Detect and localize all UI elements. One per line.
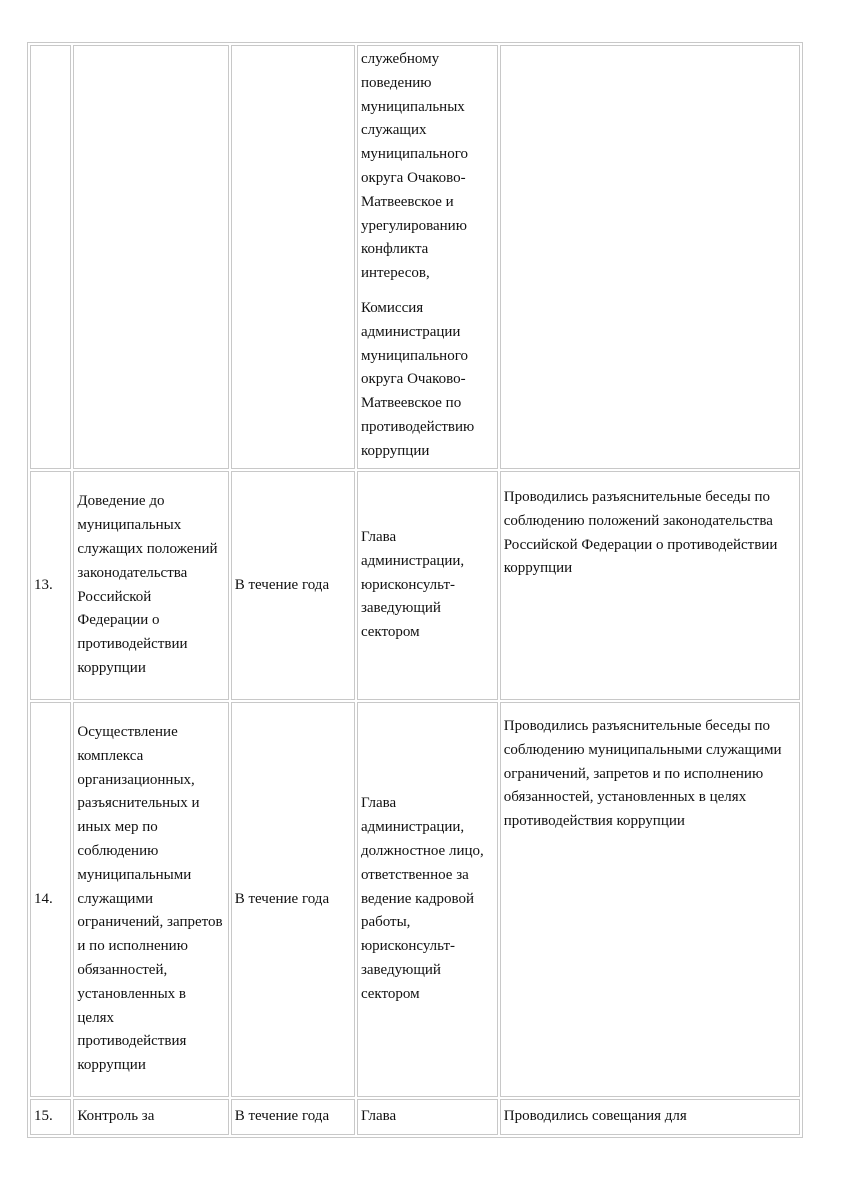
responsible-paragraph: Глава: [360, 1108, 397, 1125]
term-cell: В течение года: [231, 1099, 355, 1135]
result-cell: Проводились совещания для: [500, 1099, 800, 1135]
table-row: [30, 1099, 800, 1135]
responsible-paragraph: Комиссия администрации муниципального округа Очаково-Матвеевское по противодействию коррупции: [360, 299, 475, 459]
row-number-cell: 13.: [30, 471, 71, 700]
measure-name-cell: Контроль за: [73, 1099, 228, 1135]
term-cell: В течение года: [231, 471, 355, 700]
result-paragraph: Проводились разъяснительные беседы по соблюдению положений законодательства Российской Федерации о противодействии коррупции: [503, 489, 778, 577]
responsible-paragraph: служебному поведению муниципальных служащих муниципального округа Очаково-Матвеевское и урегулированию конфликта интересов,: [360, 51, 468, 282]
measure-name-cell: Осуществление комплекса организационных, разъяснительных и иных мер по соблюдению муниципальными служащими ограничений, запретов и по исполнению обязанностей, установленных в целях противодействия коррупции: [73, 702, 228, 1097]
table-row: [30, 702, 800, 1097]
responsible-cell: [357, 471, 498, 700]
responsible-cell: [357, 1099, 498, 1135]
result-paragraph: Проводились разъяснительные беседы по соблюдению муниципальными служащими ограничений, запретов и по исполнению обязанностей, установленных в целях противодействия коррупции: [503, 718, 782, 830]
responsible-paragraph: Глава администрации, юрисконсульт-заведующий сектором: [360, 529, 465, 641]
table-row: [30, 471, 800, 700]
measures-table: [27, 42, 803, 1138]
term-cell: В течение года: [231, 702, 355, 1097]
row-number-cell: 15.: [30, 1099, 71, 1135]
row-number-cell: [30, 45, 71, 469]
measure-name-cell: Доведение до муниципальных служащих положений законодательства Российской Федерации о противодействии коррупции: [73, 471, 228, 700]
responsible-cell: [357, 702, 498, 1097]
term-cell: [231, 45, 355, 469]
row-number-cell: 14.: [30, 702, 71, 1097]
responsible-cell: [357, 45, 498, 469]
result-cell: [500, 45, 800, 469]
measure-name-cell: [73, 45, 228, 469]
result-cell: [500, 702, 800, 1097]
table-row: [30, 45, 800, 469]
result-cell: [500, 471, 800, 700]
responsible-paragraph: Глава администрации, должностное лицо, ответственное за ведение кадровой работы, юрисконсульт-заведующий сектором: [360, 795, 484, 1002]
